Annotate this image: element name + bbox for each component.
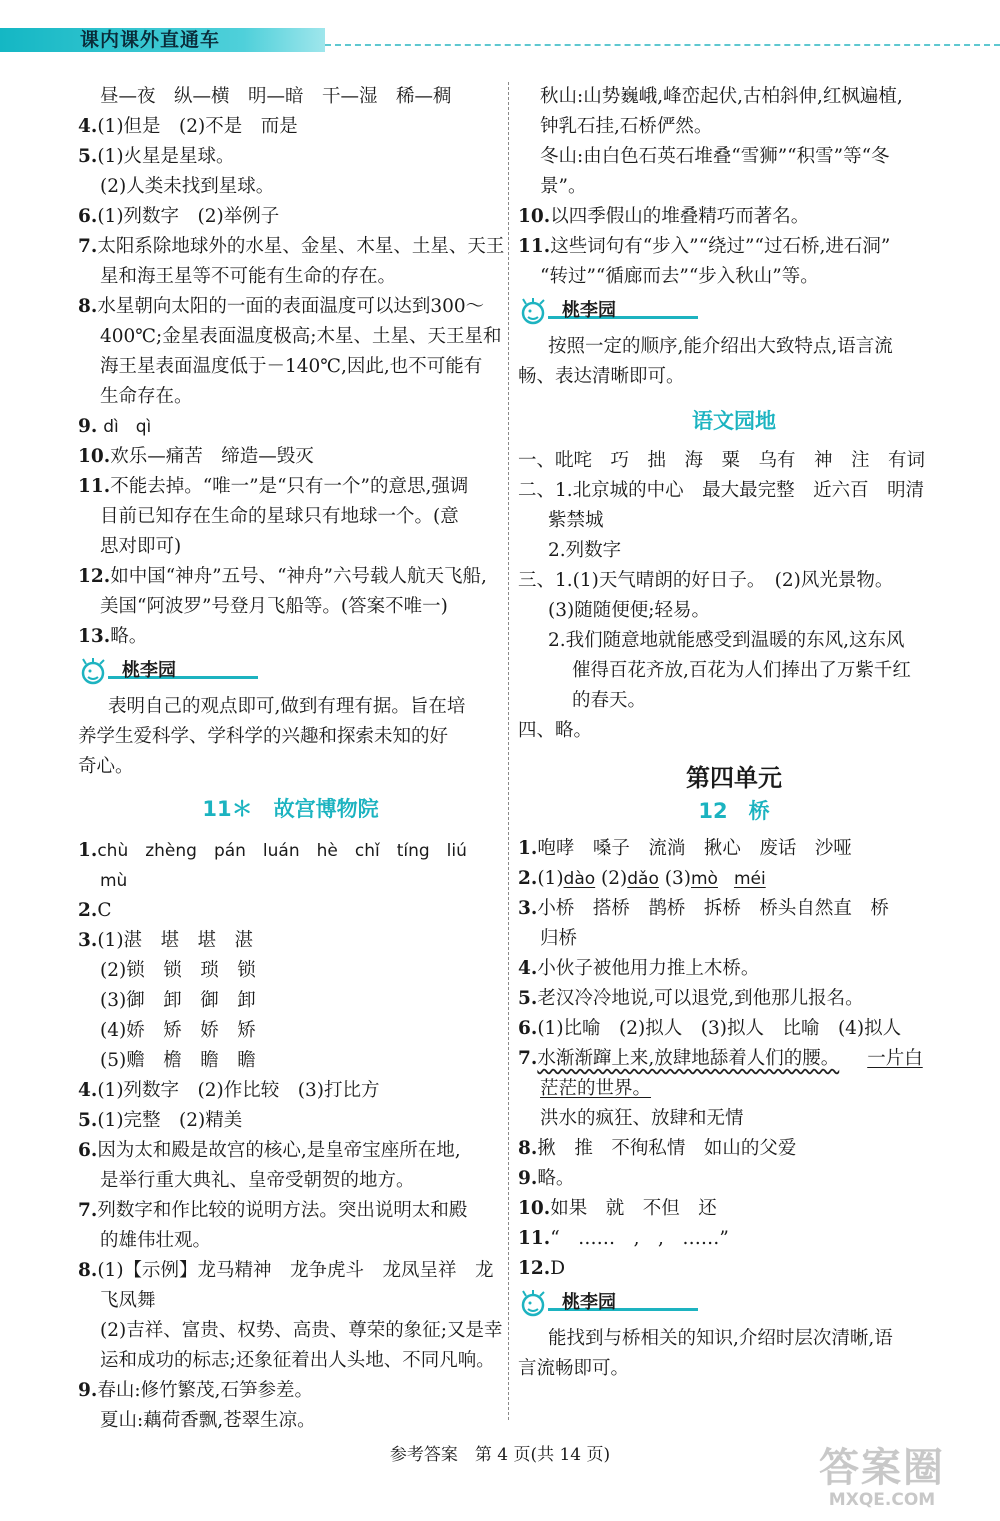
answer-text: (1)列数字 (2)举例子 xyxy=(97,206,280,227)
answer-6 xyxy=(78,202,503,232)
answer-7 xyxy=(78,232,503,262)
taoli-text-line: 按照一定的顺序,能介绍出大致特点,语言流 xyxy=(548,336,893,357)
answer-8 xyxy=(78,292,503,322)
answer-c3 xyxy=(518,894,950,924)
garden-answer-4: 四、略。 xyxy=(518,720,593,741)
question-number: 7. xyxy=(518,1048,538,1069)
answer-b1 xyxy=(78,836,503,866)
garden-answer-3-part2: 2.我们随意地就能感受到温暖的东风,这东风 xyxy=(548,630,905,651)
page-footer: 参考答案 第 4 页(共 14 页) xyxy=(389,1445,611,1465)
answer-text: 因为太和殿是故宫的核心,是皇帝宝座所在地, xyxy=(97,1140,461,1161)
answer-text: (2) xyxy=(601,868,628,889)
winter-mountain-cont: 景”。 xyxy=(540,176,587,197)
question-number: 2. xyxy=(518,868,538,889)
answer-12 xyxy=(78,562,503,592)
question-number: 1. xyxy=(78,840,98,861)
taoli-text-line: 奇心。 xyxy=(78,756,134,777)
answer-text: chù zhèng pán luán hè chǐ tíng liú xyxy=(97,841,467,861)
question-number: 4. xyxy=(518,958,538,979)
taoli-header xyxy=(518,1288,950,1322)
answer-text: (1) xyxy=(537,868,564,889)
question-number: 10. xyxy=(78,446,111,467)
answer-r11-cont: “转过”“循廊而去”“步入秋山”等。 xyxy=(540,266,819,287)
answer-r11 xyxy=(518,232,950,262)
question-number: 6. xyxy=(78,206,98,227)
answer-7-cont: 星和海王星等不可能有生命的存在。 xyxy=(100,266,397,287)
wavy-underlined-text: 水渐渐蹿上来,放肆地舔着人们的腰。 xyxy=(537,1048,840,1069)
taoli-text-line: 能找到与桥相关的知识,介绍时层次清晰,语 xyxy=(548,1328,893,1349)
question-number: 3. xyxy=(518,898,538,919)
answer-text: 这些词句有“步入”“绕过”“过石桥,进石洞” xyxy=(550,236,891,257)
answer-c2 xyxy=(518,864,950,894)
question-number: 8. xyxy=(518,1138,538,1159)
autumn-mountain-cont: 钟乳石挂,石桥俨然。 xyxy=(540,116,713,137)
child-head-icon xyxy=(518,298,562,328)
garden-answer-1: 一、吡咤 巧 拙 海 粟 乌有 神 注 有词 xyxy=(518,450,926,471)
answer-4 xyxy=(78,112,503,142)
column-divider xyxy=(508,82,509,1420)
question-number: 2. xyxy=(78,900,98,921)
lesson-12-title: 12 桥 xyxy=(698,799,770,823)
watermark-url: MXQE.COM xyxy=(828,1490,936,1510)
answer-c9 xyxy=(518,1164,950,1194)
answer-text: C xyxy=(97,900,112,921)
taoli-header xyxy=(78,656,503,690)
answer-text: (1)湛 堪 堪 湛 xyxy=(97,930,254,951)
answer-b3-cont: (4)娇 矫 娇 矫 xyxy=(100,1020,256,1041)
question-number: 9. xyxy=(78,1380,98,1401)
answer-text: “ …… , , ……” xyxy=(550,1228,729,1249)
answer-5 xyxy=(78,142,503,172)
answer-text: 老汉冷冷地说,可以退党,到他那儿报名。 xyxy=(537,988,864,1009)
answer-b4 xyxy=(78,1076,503,1106)
question-number: 6. xyxy=(78,1140,98,1161)
answer-text: (1)但是 (2)不是 而是 xyxy=(97,116,298,137)
child-head-icon xyxy=(78,658,122,688)
garden-answer-3-cont: 的春天。 xyxy=(572,690,647,711)
chinese-garden-title: 语文园地 xyxy=(692,409,776,433)
answer-b7-cont: 的雄伟壮观。 xyxy=(100,1230,212,1251)
answer-b8-cont: 飞凤舞 xyxy=(100,1290,156,1311)
garden-answer-3: 三、1.(1)天气晴朗的好日子。 (2)风光景物。 xyxy=(518,570,894,591)
answer-text: 水星朝向太阳的一面的表面温度可以达到300～ xyxy=(97,296,485,317)
pinyin-answer: dǎo xyxy=(627,869,659,889)
pinyin-answer: mò xyxy=(690,869,718,889)
left-column xyxy=(78,82,503,1436)
answer-b9-cont: 夏山:藕荷香飘,苍翠生凉。 xyxy=(100,1410,316,1431)
taoli-text-line: 畅、表达清晰即可。 xyxy=(518,366,685,387)
answer-text: 略。 xyxy=(110,626,148,647)
header-banner: 课内课外直通车 xyxy=(0,28,325,52)
question-number: 5. xyxy=(78,1110,98,1131)
question-number: 3. xyxy=(78,930,98,951)
answer-c8 xyxy=(518,1134,950,1164)
answer-c5 xyxy=(518,984,950,1014)
answer-11 xyxy=(78,472,503,502)
right-column xyxy=(518,82,950,1384)
question-number: 4. xyxy=(78,116,98,137)
child-head-icon xyxy=(518,1290,562,1320)
question-number: 9. xyxy=(518,1168,538,1189)
answer-text: 小桥 搭桥 鹊桥 拆桥 桥头自然直 桥 xyxy=(537,898,889,919)
answer-text: 太阳系除地球外的水星、金星、木星、土星、天王 xyxy=(97,236,505,257)
underlined-text: 一片白 xyxy=(867,1048,923,1069)
garden-answer-2-cont: 紫禁城 xyxy=(548,510,604,531)
garden-answer-3-cont: (3)随随便便;轻易。 xyxy=(548,600,710,621)
question-number: 5. xyxy=(518,988,538,1009)
taoli-title: 桃李园 xyxy=(122,660,176,681)
answer-8-cont: 400℃;金星表面温度极高;木星、土星、天王星和 xyxy=(100,326,502,347)
answer-text: (3) xyxy=(664,868,691,889)
garden-answer-2: 二、1.北京城的中心 最大最完整 近六百 明清 xyxy=(518,480,925,501)
answer-text: 如中国“神舟”五号、“神舟”六号载人航天飞船, xyxy=(110,566,487,587)
answer-b5 xyxy=(78,1106,503,1136)
answer-text: (1)比喻 (2)拟人 (3)拟人 比喻 (4)拟人 xyxy=(537,1018,902,1039)
answer-text: 列数字和作比较的说明方法。突出说明太和殿 xyxy=(97,1200,468,1221)
question-number: 7. xyxy=(78,1200,98,1221)
taoli-text-line: 言流畅即可。 xyxy=(518,1358,630,1379)
answer-r10 xyxy=(518,202,950,232)
answer-b9 xyxy=(78,1376,503,1406)
question-number: 4. xyxy=(78,1080,98,1101)
garden-answer-3-cont: 催得百花齐放,百花为人们捧出了万紫千红 xyxy=(572,660,911,681)
answer-text: 小伙子被他用力推上木桥。 xyxy=(537,958,760,979)
answer-9 xyxy=(78,412,503,442)
answer-b8 xyxy=(78,1256,503,1286)
answer-12-cont: 美国“阿波罗”号登月飞船等。(答案不唯一) xyxy=(100,596,448,617)
answer-text: 略。 xyxy=(537,1168,575,1189)
answer-text: 揪 推 不徇私情 如山的父爱 xyxy=(537,1138,797,1159)
header-dashed-line xyxy=(325,44,1000,46)
watermark-logo xyxy=(782,1446,982,1516)
answer-text: 如果 就 不但 还 xyxy=(550,1198,717,1219)
answer-text: (1)火星是星球。 xyxy=(97,146,235,167)
answer-b8-cont: (2)吉祥、富贵、权势、高贵、尊荣的象征;又是幸 xyxy=(100,1320,503,1341)
answer-text: dì qì xyxy=(103,417,152,437)
question-number: 1. xyxy=(518,838,538,859)
question-number: 9. xyxy=(78,416,98,437)
answer-c10 xyxy=(518,1194,950,1224)
answer-b3 xyxy=(78,926,503,956)
question-number: 8. xyxy=(78,1260,98,1281)
taoli-text-line: 表明自己的观点即可,做到有理有据。旨在培 xyxy=(108,696,466,717)
answer-c1 xyxy=(518,834,950,864)
answer-c7-cont xyxy=(518,1074,950,1104)
winter-mountain: 冬山:由白色石英石堆叠“雪狮”“积雪”等“冬 xyxy=(540,146,890,167)
question-number: 5. xyxy=(78,146,98,167)
watermark-text: 答案圈 xyxy=(819,1445,945,1491)
answer-11-cont: 目前已知存在生命的星球只有地球一个。(意 xyxy=(100,506,459,527)
taoli-title: 桃李园 xyxy=(562,1292,616,1313)
taoli-text-line: 养学生爱科学、学科学的兴趣和探索未知的好 xyxy=(78,726,449,747)
question-number: 8. xyxy=(78,296,98,317)
taoli-header xyxy=(518,296,950,330)
answer-b8-cont: 运和成功的标志;还象征着出人头地、不同凡响。 xyxy=(100,1350,495,1371)
answer-c7-cont: 洪水的疯狂、放肆和无情 xyxy=(540,1108,744,1129)
answer-b7 xyxy=(78,1196,503,1226)
answer-text: (1)完整 (2)精美 xyxy=(97,1110,243,1131)
antonym-line: 昼—夜 纵—横 明—暗 干—湿 稀—稠 xyxy=(100,86,452,107)
answer-b2 xyxy=(78,896,503,926)
answer-text: 春山:修竹繁茂,石笋参差。 xyxy=(97,1380,313,1401)
answer-c3-cont: 归桥 xyxy=(540,928,578,949)
answer-11-cont: 思对即可) xyxy=(100,536,182,557)
answer-10 xyxy=(78,442,503,472)
answer-c12 xyxy=(518,1254,950,1284)
answer-text: (1)【示例】龙马精神 龙争虎斗 龙凤呈祥 龙 xyxy=(97,1260,494,1281)
question-number: 12. xyxy=(78,566,111,587)
answer-b1-cont: mù xyxy=(100,871,128,891)
answer-c11 xyxy=(518,1224,950,1254)
answer-text: D xyxy=(550,1258,566,1279)
question-number: 13. xyxy=(78,626,111,647)
answer-text: 不能去掉。“唯一”是“只有一个”的意思,强调 xyxy=(110,476,469,497)
underlined-text: 茫茫的世界。 xyxy=(540,1078,652,1099)
answer-b3-cont: (3)御 卸 御 卸 xyxy=(100,990,256,1011)
answer-c4 xyxy=(518,954,950,984)
question-number: 11. xyxy=(78,476,111,497)
answer-5-part2: (2)人类未找到星球。 xyxy=(100,176,275,197)
answer-13 xyxy=(78,622,503,652)
question-number: 10. xyxy=(518,1198,551,1219)
question-number: 7. xyxy=(78,236,98,257)
answer-text: 欢乐—痛苦 缔造—毁灭 xyxy=(110,446,314,467)
unit-4-title: 第四单元 xyxy=(686,763,782,792)
answer-c6 xyxy=(518,1014,950,1044)
answer-text: (1)列数字 (2)作比较 (3)打比方 xyxy=(97,1080,380,1101)
answer-8-cont: 生命存在。 xyxy=(100,386,193,407)
answer-b3-cont: (2)锁 锁 琐 锁 xyxy=(100,960,256,981)
taoli-title: 桃李园 xyxy=(562,300,616,321)
question-number: 12. xyxy=(518,1258,551,1279)
question-number: 6. xyxy=(518,1018,538,1039)
answer-b3-cont: (5)赡 檐 瞻 瞻 xyxy=(100,1050,256,1071)
question-number: 11. xyxy=(518,1228,551,1249)
question-number: 11. xyxy=(518,236,551,257)
answer-b6-cont: 是举行重大典礼、皇帝受朝贺的地方。 xyxy=(100,1170,415,1191)
pinyin-answer: méi xyxy=(733,869,766,889)
lesson-11-title: 11＊ 故宫博物院 xyxy=(202,797,379,821)
answer-8-cont: 海王星表面温度低于－140℃,因此,也不可能有 xyxy=(100,356,483,377)
pinyin-answer: dào xyxy=(563,869,596,889)
autumn-mountain: 秋山:山势巍峨,峰峦起伏,古柏斜伸,红枫遍植, xyxy=(540,86,903,107)
answer-text: 以四季假山的堆叠精巧而著名。 xyxy=(550,206,810,227)
answer-b6 xyxy=(78,1136,503,1166)
question-number: 10. xyxy=(518,206,551,227)
answer-c7 xyxy=(518,1044,950,1074)
garden-answer-2-part2: 2.列数字 xyxy=(548,540,622,561)
answer-text: 咆哮 嗓子 流淌 揪心 废话 沙哑 xyxy=(537,838,852,859)
